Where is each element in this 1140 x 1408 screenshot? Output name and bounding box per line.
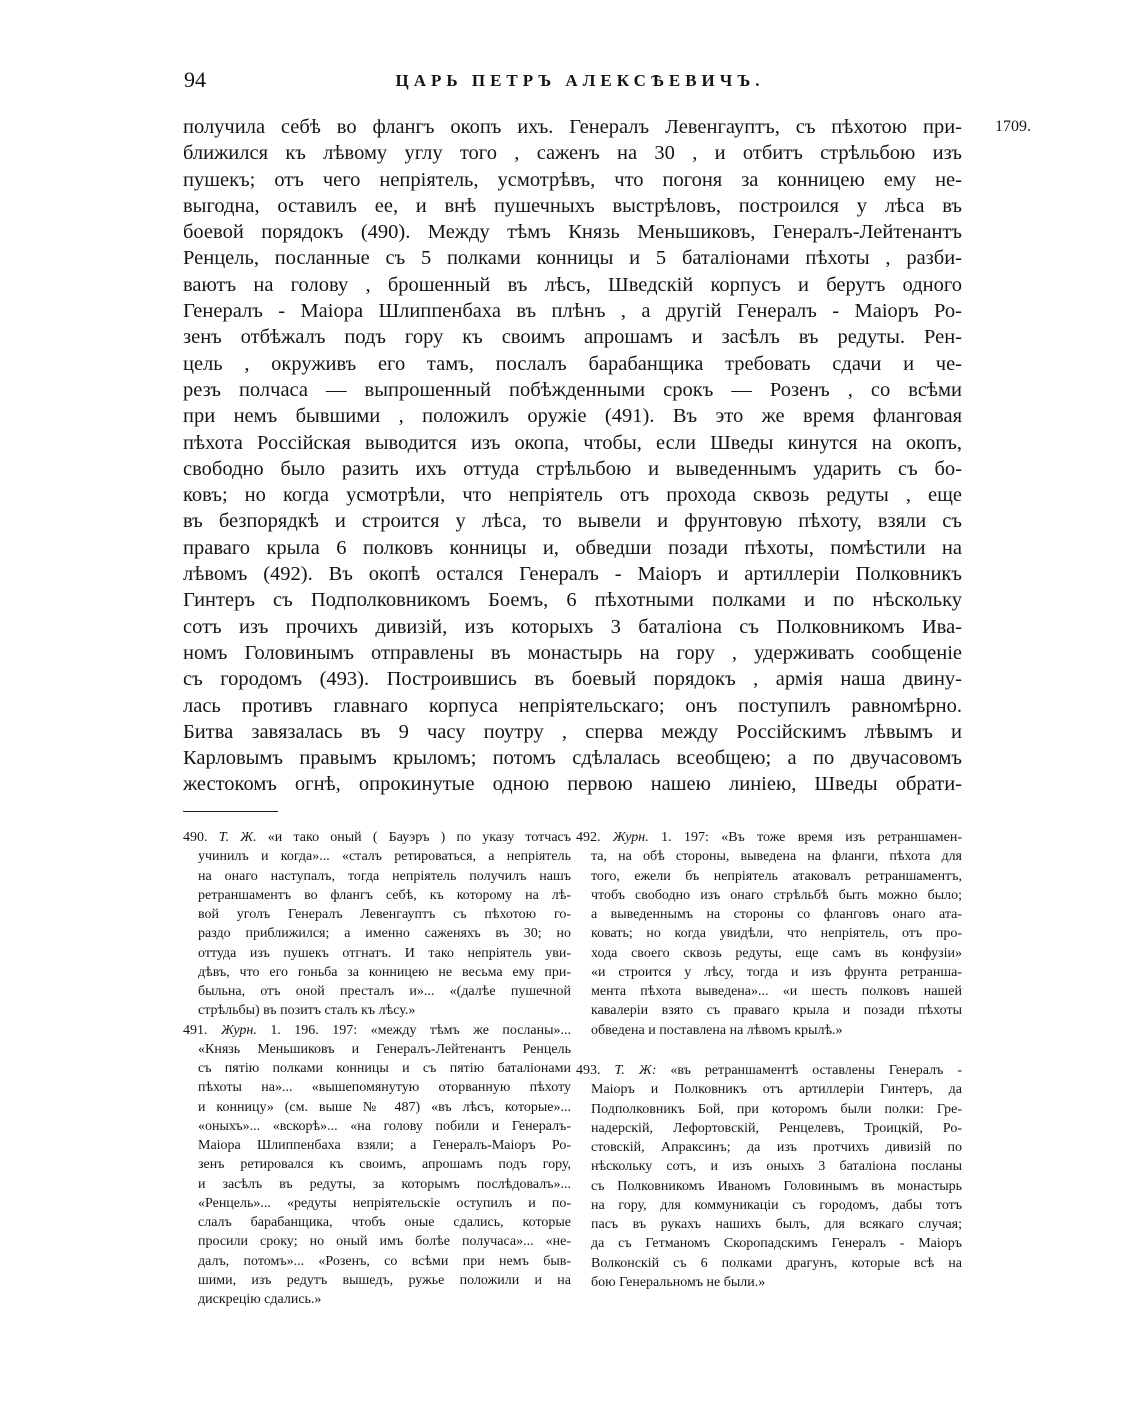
footnotes-right-column xyxy=(576,828,962,1040)
running-title: ЦАРЬ ПЕТРЪ АЛЕКСѢЕВИЧЪ. xyxy=(395,71,765,90)
footnote-493 xyxy=(576,1061,962,1292)
footnote-line: ретраншаментъ во флангъ себѣ, къ которому на лѣ- xyxy=(198,887,571,903)
footnote-line: Маіора Шлиппенбаха взяли; а Генералъ-Маіоръ Ро- xyxy=(198,1138,571,1153)
text-line: получила себѣ во флангъ окопъ ихъ. Генералъ Левенгауптъ, съ пѣхотою при- xyxy=(183,116,962,138)
footnote-line: ковать; но когда увидѣли, что непріятель, отъ про- xyxy=(591,926,962,942)
footnote-line: раздо приближился; а именно саженяхъ въ 30; но xyxy=(198,926,571,942)
text-line: Ренцель, посланные съ 5 полками конницы и 5 баталіонами пѣхоты , разби- xyxy=(183,247,962,270)
footnote-line xyxy=(183,828,571,847)
text-line: Карловымъ правымъ крыломъ; потомъ сдѣлалась всеобщею; а по двучасовомъ xyxy=(183,747,962,770)
footnote-text: 1. 196. 197: «между тѣмъ же посланы»... xyxy=(270,1022,572,1038)
footnote-line: дискрецію сдались.» xyxy=(198,1292,322,1307)
text-line: сотъ изъ прочихъ дивизій, изъ которыхъ 3 баталіона съ Полковникомъ Ива- xyxy=(183,615,962,638)
footnote-line: на онаго наступалъ, тогда непріятель получилъ нашъ xyxy=(198,868,571,884)
footnote-line: та, на обѣ стороны, выведена на фланги, пѣхота для xyxy=(591,849,962,865)
footnotes-right-column-lower xyxy=(576,1061,962,1292)
footnote-line: «Князь Меньшиковъ и Генералъ-Лейтенантъ Ренцель xyxy=(198,1041,571,1057)
text-line: боевой порядокъ (490). Между тѣмъ Князь Меньшиковъ, Генералъ-Лейтенантъ xyxy=(183,221,962,244)
footnote-source: Журн. xyxy=(220,1022,257,1038)
page-number: 94 xyxy=(184,67,206,92)
footnote-line: Маіоръ и Полковникъ отъ артиллеріи Гинтеръ, да xyxy=(591,1082,962,1098)
margin-year: 1709. xyxy=(995,118,1031,135)
footnote-line: съ пятію полками конницы и съ пятію баталіонами xyxy=(198,1061,571,1076)
main-text xyxy=(183,114,962,798)
footnote-line: хода своего сквозь редуты, еще самъ въ конфузіи» xyxy=(591,945,962,961)
text-line: зенъ отбѣжалъ подъ гору къ своимъ апрошамъ и засѣлъ въ редуты. Рен- xyxy=(183,326,962,349)
footnote-number: 492. xyxy=(576,830,601,845)
footnote-line: стовскій, Апраксинъ; да изъ протчихъ дивизій по xyxy=(591,1140,962,1155)
footnote-line: кавалеріи взято съ праваго крыла и позади пѣхоты xyxy=(591,1003,962,1019)
footnote-line: «Ренцель»... «редуты непріятельскіе оступилъ и по- xyxy=(198,1195,571,1211)
text-line: праваго крыла 6 полковъ конницы и, обведши позади пѣхоты, помѣстили на xyxy=(183,536,962,559)
footnote-490 xyxy=(183,828,571,1021)
footnotes-left-column xyxy=(183,828,571,1309)
footnote-line: зенъ ретировался къ своимъ, апрошамъ подъ гору, xyxy=(198,1157,571,1173)
text-line: ковъ; но когда усмотрѣли, что непріятель отъ прохода сквозь редуты , еще xyxy=(183,484,962,507)
text-line: пѣхота Россійская выводится изъ окопа, чтобы, если Шведы кинутся на окопъ, xyxy=(183,431,962,454)
text-line: номъ Головинымъ отправлены въ монастырь на гору , удерживать сообщеніе xyxy=(183,641,962,664)
text-line: ваютъ на голову , брошенный въ лѣсъ, Шведскій корпусъ и берутъ одного xyxy=(183,273,962,296)
footnote-line: просили сроку; но оный имъ болѣе получаса»... «не- xyxy=(198,1234,571,1250)
footnote-line: стрѣльбы) въ позитъ сталъ къ лѣсу.» xyxy=(198,1003,416,1019)
footnote-line: да съ Гетманомъ Скоропадскимъ Генералъ - Маіоръ xyxy=(591,1236,962,1252)
footnote-line: мента пѣхота выведена»... «и шесть полковъ нашей xyxy=(591,984,962,999)
footnote-line: дѣвъ, что его гоньба за конницею не весьма ему при- xyxy=(198,964,571,980)
footnote-line: далъ, потомъ»... «Розенъ, со всѣми при немъ быв- xyxy=(198,1253,571,1269)
footnote-line: а выведеннымъ на стороны со фланговъ онаго ата- xyxy=(591,907,962,922)
footnote-number: 491. xyxy=(183,1022,208,1038)
footnote-line xyxy=(183,1021,571,1040)
footnote-number: 490. xyxy=(183,830,208,845)
footnote-line: на гору, для коммуникаціи съ городомъ, дабы тотъ xyxy=(591,1197,962,1213)
footnote-line: Подполковникъ Бой, при которомъ были полки: Гре- xyxy=(591,1101,962,1117)
footnote-text: «въ ретраншаментѣ оставлены Генералъ - xyxy=(670,1063,963,1078)
footnote-line: слалъ барабанщика, чтобъ оные сдались, которые xyxy=(198,1215,571,1230)
footnote-number: 493. xyxy=(576,1063,601,1078)
text-line: Генералъ - Маіора Шлиппенбаха въ плѣнъ , а другій Генералъ - Маіоръ Ро- xyxy=(183,300,962,323)
text-line: Гинтеръ съ Подполковникомъ Боемъ, 6 пѣхотными полками и по нѣскольку xyxy=(183,589,962,612)
text-line: пушекъ; отъ чего непріятель, усмотрѣвъ, что погоня за конницею ему не- xyxy=(183,168,962,191)
text-line: Битва завязалась въ 9 часу поутру , сперва между Россійскимъ лѣвымъ и xyxy=(183,720,962,743)
footnote-line: пѣхоты на»... «вышепомянутую оторванную пѣхоту xyxy=(198,1080,571,1096)
footnote-source: Т. Ж: xyxy=(614,1063,657,1078)
footnote-line xyxy=(576,1061,962,1080)
footnote-line: обведена и поставлена на лѣвомъ крылѣ.» xyxy=(591,1022,843,1038)
footnote-line: и конницу» (см. выше № 487) «въ лѣсъ, которые»... xyxy=(198,1099,571,1115)
footnote-491 xyxy=(183,1021,571,1310)
text-line: ближился къ лѣвому углу того , саженъ на 30 , и отбитъ стрѣльбою изъ xyxy=(183,142,962,165)
footnote-line: Волконскій съ 6 полками драгунъ, которые всѣ на xyxy=(591,1255,962,1271)
text-line: лѣвомъ (492). Въ окопѣ остался Генералъ - Маіоръ и артиллеріи Полковникъ xyxy=(183,563,962,586)
footnote-line: учинилъ и когда»... «сталъ ретироваться, а непріятель xyxy=(198,849,571,865)
footnote-line: быльна, отъ оной престалъ и»... «(далѣе пушечной xyxy=(198,984,571,999)
footnote-separator xyxy=(183,811,278,812)
text-line: резъ полчаса — выпрошенный побѣжденными срокъ — Розенъ , со всѣми xyxy=(183,378,962,401)
footnote-line xyxy=(576,828,962,847)
footnote-line: шими, изъ редутъ вышедъ, ружье положили и на xyxy=(198,1272,571,1288)
footnote-source: Т. Ж. xyxy=(218,830,257,845)
footnote-text: «и тако оный ( Бауэръ ) по указу тотчасъ xyxy=(267,830,571,845)
text-line: при немъ бывшими , положилъ оружіе (491). Въ это же время фланговая xyxy=(183,405,962,428)
text-line: лась противъ главнаго корпуса непріятельскаго; онъ поступилъ равномѣрно. xyxy=(183,694,962,717)
footnote-line: нѣскольку сотъ, и изъ оныхъ 3 баталіона посланы xyxy=(591,1159,962,1175)
text-line: выгодна, оставилъ ее, и внѣ пушечныхъ выстрѣловъ, построился у лѣса въ xyxy=(183,194,962,217)
text-line: въ безпорядкѣ и строится у лѣса, то вывели и фрунтовую пѣхоту, взяли съ xyxy=(183,510,962,533)
footnote-source: Журн. xyxy=(612,830,649,845)
text-line: жестокомъ огнѣ, опрокинутые одною первою нашею линіею, Шведы обрати- xyxy=(183,773,962,796)
footnote-line: пасъ въ рукахъ нашихъ былъ, для всякаго случая; xyxy=(591,1217,962,1232)
footnote-line: и засѣлъ въ редуты, за которымъ послѣдовалъ»... xyxy=(198,1176,571,1192)
text-line: цель , окруживъ его тамъ, послалъ барабанщика требовать сдачи и че- xyxy=(183,352,962,375)
footnote-492 xyxy=(576,828,962,1040)
footnote-line: бою Генеральномъ не были.» xyxy=(591,1274,766,1290)
footnote-line: вой уголъ Генералъ Левенгауптъ съ пѣхотою го- xyxy=(198,907,571,922)
footnote-line: того, ежели бъ непріятель атаковалъ ретраншаментъ, xyxy=(591,868,962,884)
footnote-line: «и строится у лѣсу, тогда и изъ фрунта ретранша- xyxy=(591,964,962,980)
footnote-line: оттуда изъ пушекъ отгнатъ. И тако непріятель уви- xyxy=(198,945,571,961)
footnote-line: «оныхъ»... «вскорѣ»... «на голову побили и Генералъ- xyxy=(198,1118,571,1134)
text-line: свободно было разить ихъ оттуда стрѣльбою и выведеннымъ ударить съ бо- xyxy=(183,457,962,480)
footnote-text: 1. 197: «Въ тоже время изъ ретраншамен- xyxy=(661,830,963,845)
footnote-line: надерскій, Лефортовскій, Ренцелевъ, Троицкій, Ро- xyxy=(591,1120,962,1136)
footnote-line: чтобъ свободно изъ онаго стрѣльбѣ быть можно было; xyxy=(591,887,962,903)
text-line: съ городомъ (493). Построившись въ боевый порядокъ , армія наша двину- xyxy=(183,668,962,691)
footnote-line: съ Полковникомъ Иваномъ Головинымъ въ монастырь xyxy=(591,1178,962,1194)
